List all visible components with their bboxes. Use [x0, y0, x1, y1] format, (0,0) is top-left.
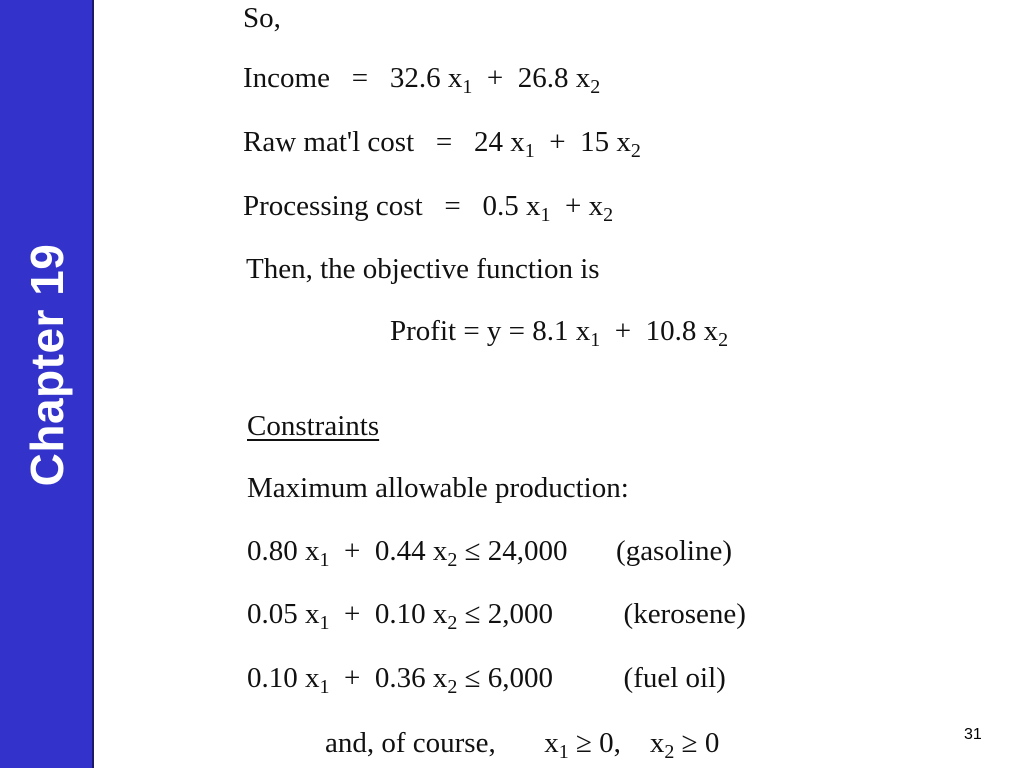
subscript-2: 2 — [447, 676, 458, 698]
subscript-1: 1 — [590, 329, 601, 351]
greater-equal-sign: ≥ — [681, 727, 698, 759]
chapter-label: Chapter 19 — [21, 243, 73, 487]
subscript-2: 2 — [603, 204, 614, 226]
constraint-coef-2: 0.36 — [374, 662, 426, 694]
subscript-2: 2 — [447, 612, 458, 634]
constraint-product: (kerosene) — [623, 598, 746, 630]
max-production-text: Maximum allowable production: — [247, 472, 629, 504]
equals-sign: = — [444, 190, 461, 222]
less-equal-sign: ≤ — [464, 535, 481, 567]
subscript-2: 2 — [664, 741, 675, 763]
max-production-line — [247, 474, 629, 503]
subscript-1: 1 — [524, 140, 535, 162]
greater-equal-sign: ≥ — [575, 727, 592, 759]
var-x: x — [544, 727, 559, 759]
constraints-heading — [247, 412, 379, 441]
var-x: x — [305, 662, 320, 694]
constraint-coef-2: 0.44 — [374, 535, 426, 567]
zero-value: 0, — [599, 727, 621, 759]
plus-sign: + — [344, 598, 361, 630]
constraint-product: (gasoline) — [616, 535, 732, 567]
constraint-limit: 2,000 — [487, 598, 554, 630]
constraint-limit: 24,000 — [487, 535, 568, 567]
equals-sign: = — [508, 315, 526, 347]
subscript-1: 1 — [462, 76, 473, 98]
less-equal-sign: ≤ — [464, 662, 481, 694]
plus-sign: + — [614, 315, 632, 347]
nonneg-prefix: and, of course, — [325, 727, 496, 759]
subscript-1: 1 — [319, 676, 330, 698]
var-x: x — [305, 598, 320, 630]
subscript-1: 1 — [540, 204, 551, 226]
profit-coef-2: 10.8 — [645, 315, 697, 347]
constraint-kerosene — [247, 598, 746, 634]
plus-sign: + — [549, 126, 566, 158]
constraint-coef-2: 0.10 — [374, 598, 426, 630]
zero-value: 0 — [704, 727, 720, 759]
nonnegativity-line — [325, 727, 720, 763]
plus-sign: + — [564, 190, 582, 222]
constraints-heading-text: Constraints — [247, 410, 380, 442]
var-x: x — [510, 126, 525, 158]
constraint-limit: 6,000 — [487, 662, 554, 694]
equals-sign: = — [435, 126, 453, 158]
raw-coef-2: 15 — [580, 126, 610, 158]
profit-coef-1: 8.1 — [532, 315, 569, 347]
objective-intro-text: Then, the objective function is — [246, 253, 600, 285]
sidebar — [0, 0, 94, 768]
processing-label: Processing cost — [243, 190, 423, 222]
subscript-1: 1 — [319, 549, 330, 571]
so-line — [243, 4, 281, 33]
var-x: x — [432, 535, 448, 567]
var-x: x — [432, 662, 448, 694]
income-label: Income — [243, 62, 330, 94]
var-x: x — [447, 62, 463, 94]
processing-cost-equation — [243, 190, 614, 226]
subscript-2: 2 — [590, 76, 601, 98]
var-y: y — [486, 315, 502, 347]
constraint-gasoline — [247, 535, 732, 571]
var-x: x — [432, 598, 448, 630]
equals-sign: = — [351, 62, 369, 94]
equals-sign: = — [463, 315, 480, 347]
var-x: x — [616, 126, 631, 158]
page-number: 31 — [964, 726, 982, 743]
plus-sign: + — [344, 535, 361, 567]
raw-material-cost-equation — [243, 126, 641, 162]
var-x: x — [649, 727, 665, 759]
subscript-1: 1 — [558, 741, 569, 763]
subscript-2: 2 — [630, 140, 641, 162]
subscript-1: 1 — [319, 612, 330, 634]
subscript-2: 2 — [447, 549, 458, 571]
raw-coef-1: 24 — [474, 126, 503, 158]
subscript-2: 2 — [718, 329, 729, 351]
income-equation — [243, 62, 601, 98]
plus-sign: + — [486, 62, 504, 94]
var-x: x — [575, 315, 591, 347]
constraint-coef-1: 0.05 — [247, 598, 298, 630]
constraint-coef-1: 0.10 — [247, 662, 298, 694]
profit-label: Profit — [390, 315, 457, 347]
so-text: So, — [243, 2, 281, 34]
var-x: x — [305, 535, 320, 567]
constraint-product: (fuel oil) — [623, 662, 726, 694]
constraint-fuel-oil — [247, 662, 726, 698]
raw-material-label: Raw mat'l cost — [243, 126, 415, 158]
var-x: x — [525, 190, 541, 222]
var-x: x — [575, 62, 591, 94]
profit-equation — [390, 315, 729, 351]
less-equal-sign: ≤ — [464, 598, 481, 630]
objective-intro — [246, 255, 600, 284]
var-x: x — [588, 190, 604, 222]
var-x: x — [703, 315, 719, 347]
income-coef-1: 32.6 — [389, 62, 441, 94]
processing-coef-1: 0.5 — [482, 190, 519, 222]
constraint-coef-1: 0.80 — [247, 535, 298, 567]
income-coef-2: 26.8 — [517, 62, 569, 94]
plus-sign: + — [344, 662, 361, 694]
